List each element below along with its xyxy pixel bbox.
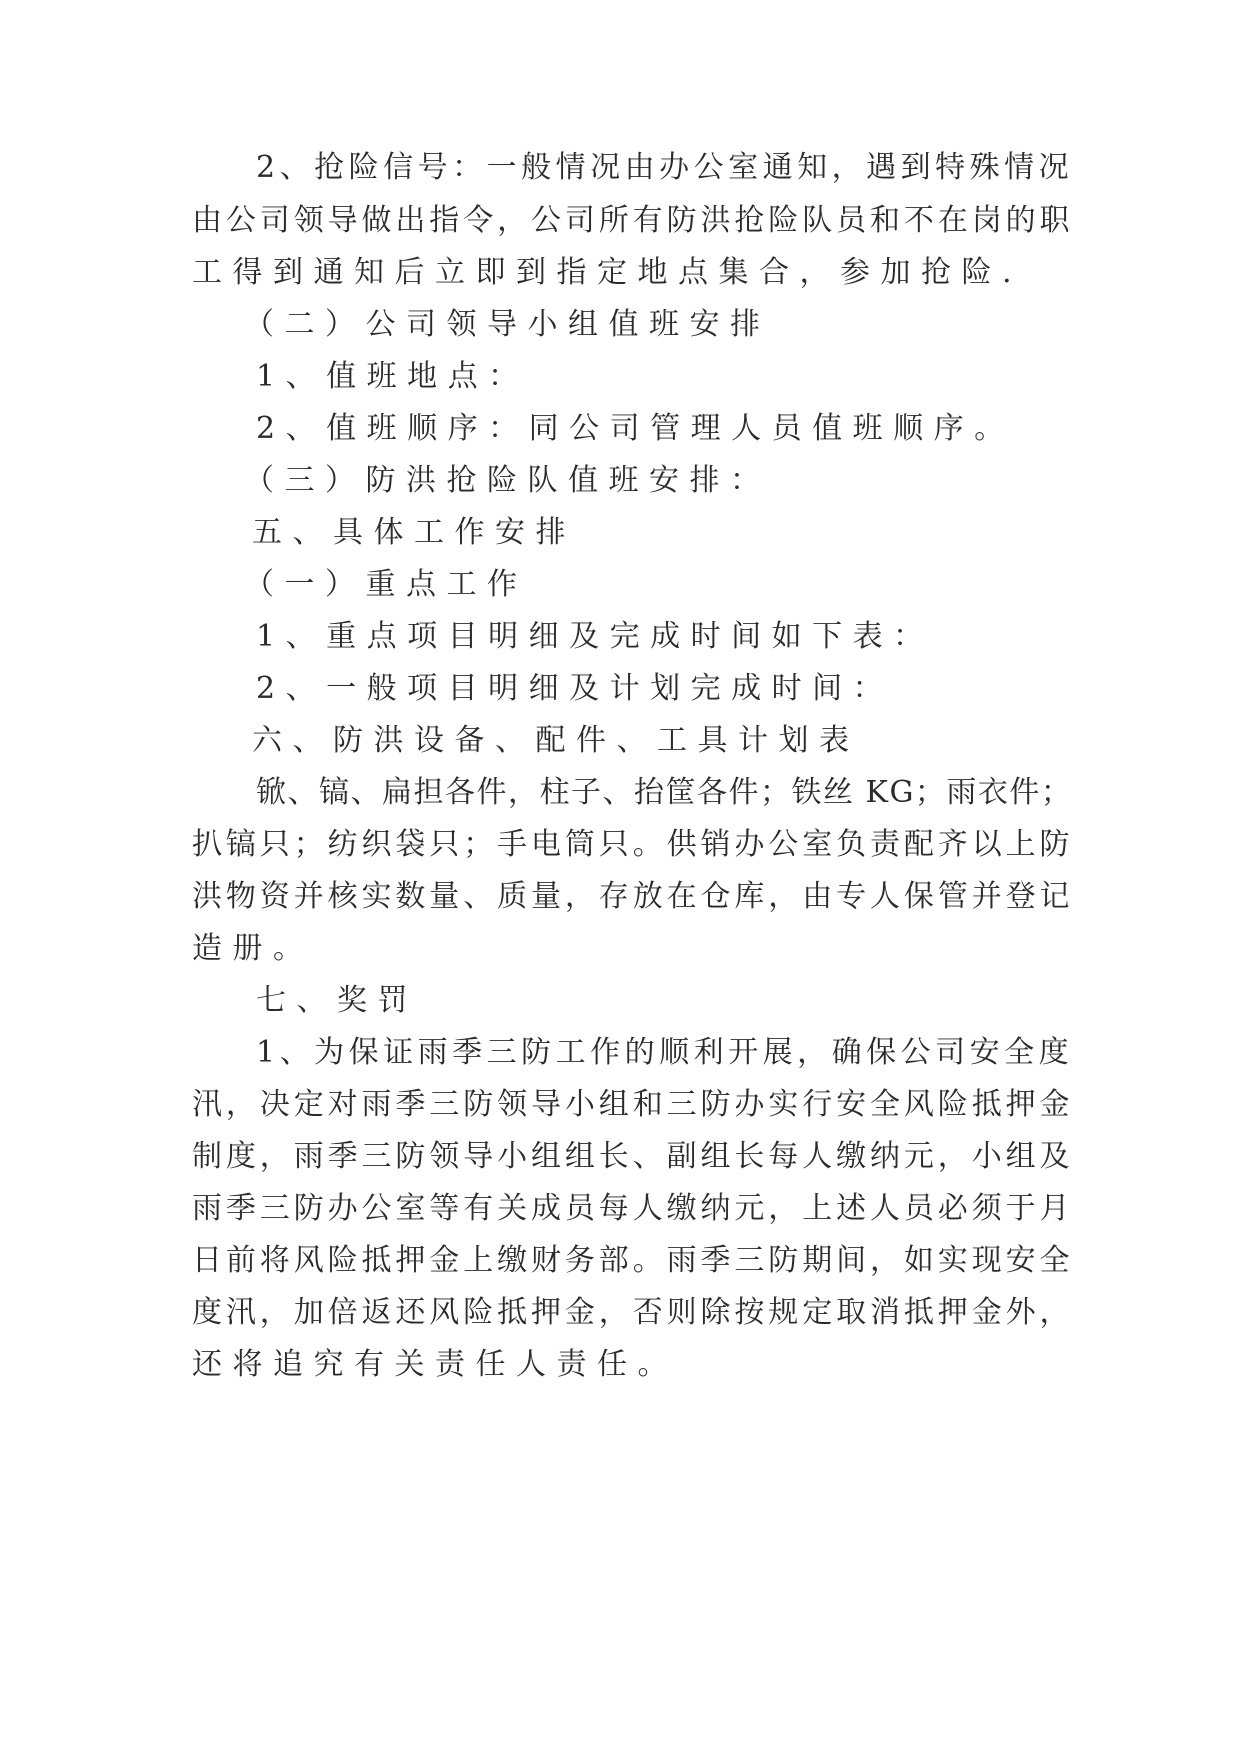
paragraph-line: 2、抢险信号：一般情况由办公室通知，遇到特殊情况 bbox=[256, 150, 1074, 185]
paragraph-line: 洪物资并核实数量、质量，存放在仓库，由专人保管并登记 bbox=[192, 879, 1074, 914]
paragraph-line: 扒镐只；纺织袋只；手电筒只。供销办公室负责配齐以上防 bbox=[192, 827, 1074, 862]
paragraph-line: 制度，雨季三防领导小组组长、副组长每人缴纳元，小组及 bbox=[192, 1139, 1074, 1174]
paragraph-line: 1、为保证雨季三防工作的顺利开展，确保公司安全度 bbox=[256, 1035, 1074, 1070]
section-heading: 五、具体工作安排 bbox=[252, 515, 576, 550]
section-heading: 六、防洪设备、配件、工具计划表 bbox=[252, 723, 860, 758]
paragraph-line: 2、一般项目明细及计划完成时间： bbox=[256, 671, 894, 706]
section-heading: （一）重点工作 bbox=[244, 567, 528, 602]
paragraph-line: 日前将风险抵押金上缴财务部。雨季三防期间，如实现安全 bbox=[192, 1243, 1074, 1278]
paragraph-line: 1、值班地点： bbox=[256, 359, 529, 394]
section-heading: （三）防洪抢险队值班安排： bbox=[244, 463, 771, 498]
paragraph-line: 还将追究有关责任人责任。 bbox=[192, 1347, 678, 1382]
paragraph-line: 2、值班顺序：同公司管理人员值班顺序。 bbox=[256, 411, 1015, 446]
paragraph-line: 雨季三防办公室等有关成员每人缴纳元，上述人员必须于月 bbox=[192, 1191, 1074, 1226]
paragraph-line: 汛，决定对雨季三防领导小组和三防办实行安全风险抵押金 bbox=[192, 1087, 1074, 1122]
section-heading: （二）公司领导小组值班安排 bbox=[244, 307, 771, 342]
paragraph-line: 度汛，加倍返还风险抵押金，否则除按规定取消抵押金外， bbox=[192, 1295, 1074, 1330]
paragraph-line: 造册。 bbox=[192, 931, 314, 966]
paragraph-line: 工得到通知后立即到指定地点集合，参加抢险. bbox=[192, 255, 1023, 290]
paragraph-line: 1、重点项目明细及完成时间如下表： bbox=[256, 619, 934, 654]
paragraph-line: 锨、镐、扁担各件，柱子、抬筐各件；铁丝 KG；雨衣件； bbox=[256, 775, 1073, 810]
section-heading: 七、奖罚 bbox=[256, 983, 418, 1018]
paragraph-line: 由公司领导做出指令，公司所有防洪抢险队员和不在岗的职 bbox=[192, 203, 1074, 238]
